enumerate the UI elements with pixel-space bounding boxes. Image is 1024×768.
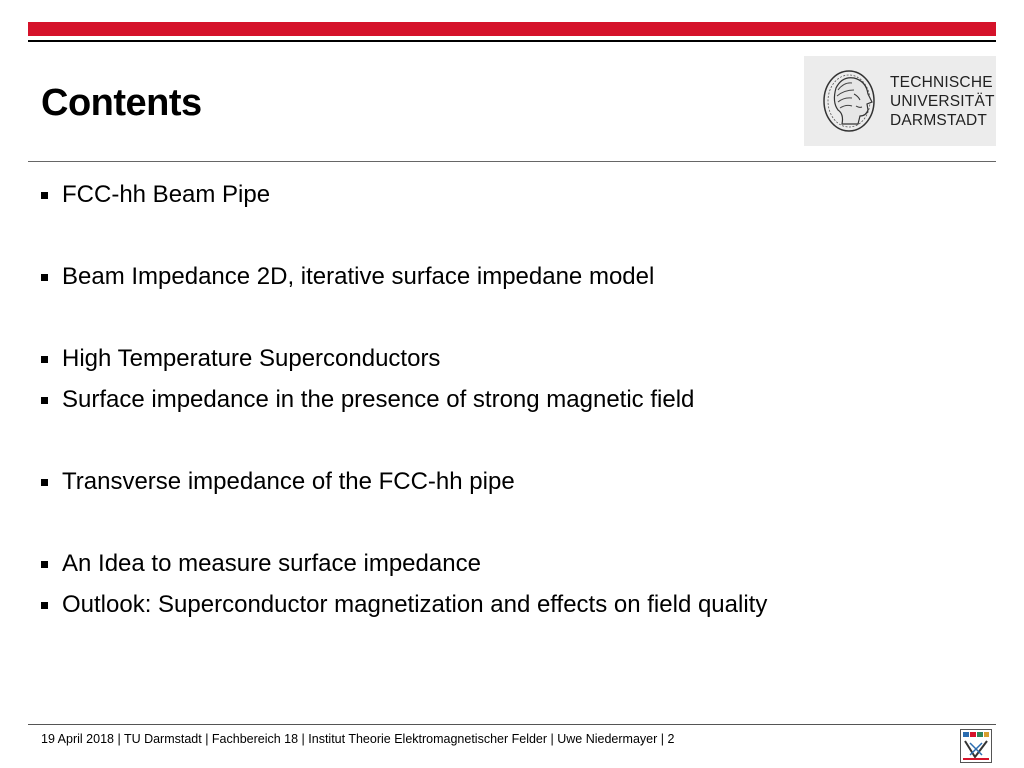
footer-text: 19 April 2018 | TU Darmstadt | Fachbereich 18 | Institut Theorie Elektromagnetischer Felder | Uwe Niedermayer | 2 [41,732,675,746]
bullet-item [38,344,440,374]
logo-line-3: DARMSTADT [890,112,988,129]
bullet-item [38,262,654,292]
bullet-marker-icon [41,397,48,404]
athena-seal-icon [822,66,880,136]
title-divider [28,161,996,162]
temf-logo-icon [960,729,992,763]
bullet-item [38,590,767,620]
footer-divider [28,724,996,725]
bullet-marker-icon [41,479,48,486]
bullet-marker-icon [41,602,48,609]
bullet-item [38,385,694,415]
logo-line-1: TECHNISCHE [890,74,993,91]
top-accent-bar [28,22,996,36]
bullet-marker-icon [41,561,48,568]
university-logo [804,56,996,146]
bullet-text: Transverse impedance of the FCC-hh pipe [62,468,515,495]
top-divider [28,40,996,42]
logo-line-2: UNIVERSITÄT [890,93,995,110]
bullet-marker-icon [41,356,48,363]
bullet-text: An Idea to measure surface impedance [62,550,481,577]
bullet-text: FCC-hh Beam Pipe [62,181,271,208]
bullet-item [38,467,515,497]
bullet-item [38,549,481,579]
bullet-marker-icon [41,274,48,281]
university-name [890,73,995,130]
bullet-text: Outlook: Superconductor magnetization and effects on field quality [62,591,768,618]
bullet-text: Beam Impedance 2D, iterative surface impedane model [62,263,655,290]
bullet-text: Surface impedance in the presence of strong magnetic field [62,386,695,413]
bullet-item [38,180,270,210]
bullet-marker-icon [41,192,48,199]
slide-title: Contents [41,82,202,124]
bullet-text: High Temperature Superconductors [62,345,441,372]
